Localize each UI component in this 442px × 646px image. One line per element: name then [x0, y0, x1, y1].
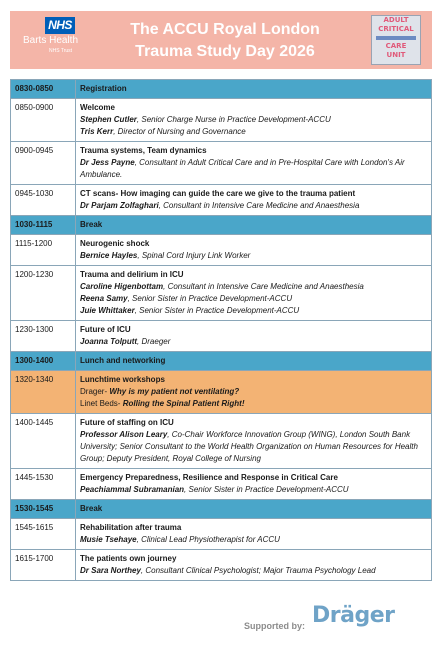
- speaker-name: Bernice Hayles: [80, 251, 138, 260]
- speaker-role: , Co-Chair Workforce Innovation Group (WING), London South Bank University; Senior Consultant to the World Health Organization on Human Resources for Health Group; Deputy President, Royal College of Nursing: [80, 430, 418, 463]
- workshop-row: [11, 371, 432, 414]
- time-cell: 1615-1700: [11, 550, 76, 581]
- session-row: [11, 321, 432, 352]
- session-cell: [76, 266, 432, 321]
- schedule-table: [10, 79, 432, 581]
- workshop-topic: Rolling the Spinal Patient Right!: [122, 399, 245, 408]
- time-cell: 1530-1545: [11, 500, 76, 519]
- time-cell: 1400-1445: [11, 414, 76, 469]
- session-row: [11, 469, 432, 500]
- speaker: [80, 157, 427, 181]
- speaker: [80, 336, 427, 348]
- session-title: Future of ICU: [80, 325, 131, 334]
- session-title: Emergency Preparedness, Resilience and Response in Critical Care: [80, 473, 338, 482]
- session-cell: [76, 99, 432, 142]
- time-cell: 1545-1615: [11, 519, 76, 550]
- schedule-band-row: [11, 80, 432, 99]
- session-title: Rehabilitation after trauma: [80, 523, 182, 532]
- speaker-role: , Senior Charge Nurse in Practice Development-ACCU: [136, 115, 331, 124]
- speaker-name: Musie Tsehaye: [80, 535, 137, 544]
- speaker-name: Caroline Higenbottam: [80, 282, 164, 291]
- speaker: [80, 281, 427, 293]
- session-title: Lunchtime workshops: [80, 375, 165, 384]
- session-cell: [76, 216, 432, 235]
- speaker-name: Reena Samy: [80, 294, 128, 303]
- speaker: [80, 126, 427, 138]
- schedule-band-row: [11, 500, 432, 519]
- schedule-band-row: [11, 352, 432, 371]
- nhs-org-sub: NHS Trust: [49, 48, 73, 54]
- session-cell: [76, 321, 432, 352]
- session-row: [11, 185, 432, 216]
- speaker: [80, 484, 427, 496]
- speaker-role: , Consultant in Intensive Care Medicine and Anaesthesia: [163, 282, 364, 291]
- speaker-role: , Clinical Lead Physiotherapist for ACCU: [136, 535, 280, 544]
- speaker: [80, 534, 427, 546]
- session-row: [11, 266, 432, 321]
- session-row: [11, 99, 432, 142]
- speaker-name: Juie Whittaker: [80, 306, 135, 315]
- workshop-line: [80, 398, 427, 410]
- schedule-band-row: [11, 216, 432, 235]
- session-row: [11, 519, 432, 550]
- speaker: [80, 429, 427, 465]
- time-cell: 1200-1230: [11, 266, 76, 321]
- session-cell: [76, 142, 432, 185]
- speaker-name: Dr Jess Payne: [80, 158, 135, 167]
- page-title: [100, 19, 350, 63]
- speaker-name: Dr Parjam Zolfaghari: [80, 201, 159, 210]
- workshop-topic: Why is my patient not ventilating?: [109, 387, 240, 396]
- time-cell: 1230-1300: [11, 321, 76, 352]
- time-cell: 0945-1030: [11, 185, 76, 216]
- nhs-badge: NHS: [45, 17, 75, 34]
- session-row: [11, 142, 432, 185]
- speaker-name: Tris Kerr: [80, 127, 114, 136]
- speaker-role: , Spinal Cord Injury Link Worker: [137, 251, 251, 260]
- unit-logo-line: UNIT: [386, 51, 406, 59]
- session-title: Break: [80, 504, 103, 513]
- session-title: Lunch and networking: [80, 356, 166, 365]
- time-cell: 1030-1115: [11, 216, 76, 235]
- session-title: Welcome: [80, 103, 115, 112]
- workshop-line: [80, 386, 427, 398]
- speaker-name: Dr Sara Northey: [80, 566, 141, 575]
- unit-logo-line: ADULT: [383, 16, 409, 24]
- session-cell: [76, 519, 432, 550]
- accu-unit-logo: [371, 15, 421, 65]
- session-title: Break: [80, 220, 103, 229]
- nhs-org-name: Barts Health: [23, 35, 79, 46]
- schedule-body: [11, 80, 432, 581]
- time-cell: 1115-1200: [11, 235, 76, 266]
- drager-logo: Dräger: [312, 603, 395, 628]
- session-cell: [76, 185, 432, 216]
- unit-logo-line: CRITICAL: [378, 25, 414, 33]
- time-cell: 1300-1400: [11, 352, 76, 371]
- title-line-1: The ACCU Royal London: [130, 21, 320, 38]
- speaker: [80, 565, 427, 577]
- session-cell: [76, 469, 432, 500]
- speaker-role: , Consultant Clinical Psychologist; Major Trauma Psychology Lead: [140, 566, 376, 575]
- title-line-2: Trauma Study Day 2026: [135, 43, 315, 60]
- session-row: [11, 235, 432, 266]
- session-title: The patients own journey: [80, 554, 177, 563]
- speaker-role: , Consultant in Intensive Care Medicine and Anaesthesia: [158, 201, 360, 210]
- page-header: [10, 11, 432, 69]
- session-title: Trauma systems, Team dynamics: [80, 146, 207, 155]
- session-cell: [76, 371, 432, 414]
- speaker: [80, 305, 427, 317]
- speaker-role: , Senior Sister in Practice Development-ACCU: [127, 294, 293, 303]
- session-cell: [76, 235, 432, 266]
- time-cell: 0850-0900: [11, 99, 76, 142]
- time-cell: 1445-1530: [11, 469, 76, 500]
- session-cell: [76, 80, 432, 99]
- speaker-name: Joanna Tolputt: [80, 337, 138, 346]
- speaker-role: , Senior Sister in Practice Development-ACCU: [134, 306, 300, 315]
- nhs-logo: [23, 17, 103, 61]
- supported-by-label: Supported by:: [244, 621, 305, 631]
- session-row: [11, 414, 432, 469]
- workshop-lead: Drager-: [80, 387, 110, 396]
- time-cell: 0900-0945: [11, 142, 76, 185]
- session-row: [11, 550, 432, 581]
- session-cell: [76, 550, 432, 581]
- session-cell: [76, 414, 432, 469]
- speaker-role: , Director of Nursing and Governance: [113, 127, 246, 136]
- time-cell: 0830-0850: [11, 80, 76, 99]
- session-title: CT scans- How imaging can guide the care we give to the trauma patient: [80, 189, 356, 198]
- workshop-lead: Linet Beds-: [80, 399, 123, 408]
- session-cell: [76, 500, 432, 519]
- speaker-name: Professor Alison Leary: [80, 430, 168, 439]
- speaker-name: Peachiammal Subramanian: [80, 485, 185, 494]
- session-cell: [76, 352, 432, 371]
- session-title: Trauma and delirium in ICU: [80, 270, 184, 279]
- speaker-role: , Draeger: [137, 337, 171, 346]
- speaker: [80, 293, 427, 305]
- speaker: [80, 114, 427, 126]
- time-cell: 1320-1340: [11, 371, 76, 414]
- speaker: [80, 200, 427, 212]
- session-title: Registration: [80, 84, 127, 93]
- speaker-name: Stephen Cutler: [80, 115, 137, 124]
- session-title: Neurogenic shock: [80, 239, 150, 248]
- unit-logo-line: CARE: [385, 42, 407, 50]
- speaker-role: , Senior Sister in Practice Development-ACCU: [184, 485, 349, 494]
- unit-logo-bar: [376, 36, 416, 40]
- speaker: [80, 250, 427, 262]
- speaker-role: , Consultant in Adult Critical Care and in Pre-Hospital Care with London's Air Ambulance.: [80, 158, 405, 179]
- session-title: Future of staffing on ICU: [80, 418, 174, 427]
